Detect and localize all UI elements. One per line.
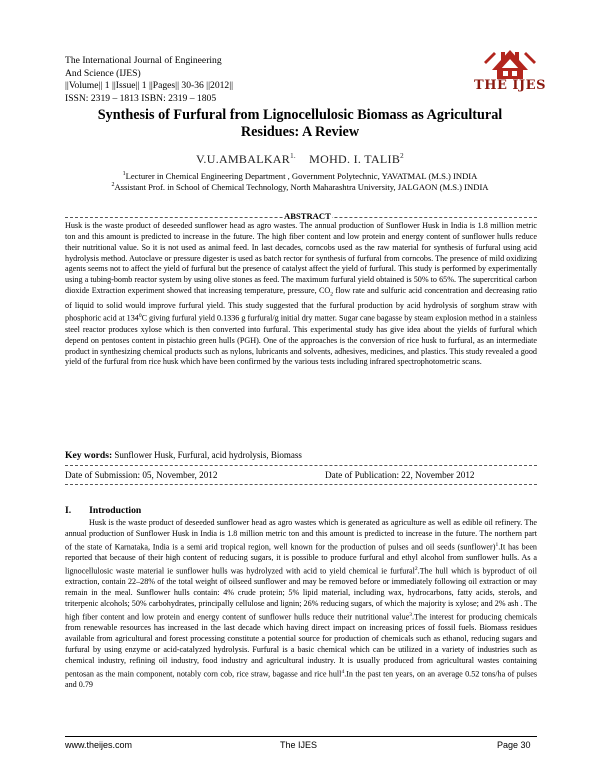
journal-name-line2: And Science (IJES)	[65, 67, 141, 79]
keywords-line	[65, 450, 537, 461]
co2-subscript: 2	[330, 291, 334, 298]
author-2-sup: 2	[400, 152, 404, 160]
title-line1: Synthesis of Furfural from Lignocellulosic Biomass as Agricultural	[97, 107, 503, 123]
abstract-heading: ABSTRACT	[284, 211, 331, 221]
affil-2-text: Assistant Prof. in School of Chemical Technology, North Maharashtra University, JALGAON (M.S.) INDIA	[114, 181, 489, 192]
journal-name-line1: The International Journal of Engineering	[65, 55, 222, 66]
dates-divider-top	[65, 465, 537, 466]
section-number: I.	[65, 505, 72, 516]
section-title: Introduction	[89, 505, 142, 516]
citation-2: 2	[414, 565, 418, 572]
ijes-logo-icon	[470, 48, 550, 80]
keywords-label: Key words:	[65, 450, 113, 461]
title-line2: Residues: A Review	[240, 124, 360, 140]
intro-text-5: .In the past ten years, on an average 0.52 tons/ha of pulses and 0.79	[65, 669, 537, 690]
intro-text-2: .It has been reported that because of their high content of reducing sugars, it is possible to produce furfural and ethyl alcohol from sunflower hulls. As a lignocellulosic waste material ie sunflower hulls was hydrolyzed with acid to yield chemical ie furfural	[65, 542, 537, 576]
abstract-text-3: C giving furfural yield 0.1336 g furfural/g initial dry matter. Sugar cane bagasse by steam explosion method in a stainless steel reactor produces xylose which is then converted into furfural. This experimental study has give idea about the yields of furfural which depend on pentoses content in pistachio green hulls (PGH). One of the approaches is the conversion of rice husk to furfural, as an intermediate product in synthesizing chemical products such as nylons, lubricants and solvents, adhesives, medicines, and plastics. This study revealed a good yield of the furfural from rice husk which have been confirmed by the various tests including infrared spectrophotometric scans.	[65, 314, 537, 367]
abstract-text-1: Husk is the waste product of deseeded sunflower head as agro wastes. The annual production of Sunflower Husk in India is 1.8 million metric ton and this amount is predicted to increase in the future. The high fiber content and low protein and energy content of sunflower hulls reduce their nutritional value. So it is not used as animal feed. In last decades, corncobs used as the raw material for synthesis of furfural using acid hydrolysis method. Autoclave or pressure digester is used as batch rector for synthesis of furfural from corncobs. The presence of mild oxidizing agents seems not to affect the yield of furfural but the presence of catalyst affect the yield of furfural. This study is performed by experimentally using a tubing-bomb reactor system by using olive stones as feed. The maximum furfural yield obtained is 50% to 65%. The supercritical carbon dioxide Extraction experiment showed that increasing temperature, pressure, CO	[65, 221, 537, 296]
submission-date: Date of Submission: 05, November, 2012	[65, 470, 218, 480]
keywords-text: Sunflower Husk, Furfural, acid hydrolysis, Biomass	[114, 450, 302, 460]
citation-1: 1	[495, 541, 499, 548]
affil-2-sup: 2	[111, 182, 115, 188]
abstract-text-2: flow rate and sulfuric acid concentration and decreasing ratio of liquid to solid would improve furfural yield. This study suggested that the furfural production by acid hydrolysis of sorghum straw with phosphoric acid at 134	[65, 286, 537, 324]
affil-1-sup: 1	[122, 171, 126, 177]
degree-superscript: 0	[138, 313, 142, 320]
author-line	[60, 152, 540, 167]
footer-rule	[65, 736, 537, 737]
author-1-sup: 1.	[290, 152, 296, 160]
abstract-body	[65, 221, 537, 368]
author-2: MOHD. I. TALIB	[309, 152, 401, 166]
dates-divider-bottom	[65, 484, 537, 485]
footer-page-number: Page 30	[497, 740, 531, 750]
affiliation-2	[60, 180, 540, 193]
journal-logo	[470, 48, 550, 100]
section-heading	[65, 505, 159, 516]
introduction-body	[65, 518, 537, 691]
paper-title	[60, 107, 540, 141]
footer-journal: The IJES	[280, 740, 318, 750]
footer-website[interactable]: www.theijes.com	[65, 740, 133, 750]
citation-3: 3	[409, 611, 413, 618]
intro-text-1: Husk is the waste product of deseeded sunflower head as agro wastes which is generated as agriculture as well as edible oil refinery. The annual production of Sunflower Husk in India is 1.8 million metric ton and this amount is predicted to increase in the future. The northern part of the state of Karnataka, India is a semi arid tropical region, well known for the production of pulses and oil seeds (sunflower)	[65, 518, 537, 552]
intro-text-3: .The hull which is byproduct of oil extraction, contain 22–28% of the total weight of oilseed sunflower and may be removed before or immediately following oil extraction or may remain in the meal. Sunflower hulls contain: 4% crude protein; 5% lipid material, including wax, hydrocarbons, fatty acids, sterols, and triterpenic alcohols; 50% carbohydrates, principally cellulose and lignin; 26% reducing sugars, of which the majority is xylose; and 2% ash . The high fiber content and low protein and energy content of sunflower hulls reduce their nutritional value	[65, 566, 537, 622]
affil-1-text: Lecturer in Chemical Engineering Department , Government Polytechnic, YAVATMAL (M.S.) INDIA	[125, 170, 478, 181]
logo-wordmark: THE IJES	[474, 78, 546, 93]
publication-date: Date of Publication: 22, November 2012	[325, 470, 475, 480]
volume-line: ||Volume|| 1 ||Issue|| 1 ||Pages|| 30-36 ||2012||	[65, 80, 234, 91]
author-1: V.U.AMBALKAR	[196, 152, 291, 166]
issn-line: ISSN: 2319 – 1813 ISBN: 2319 – 1805	[65, 92, 217, 104]
citation-4: 4	[341, 668, 345, 675]
intro-text-4: .The interest for producing chemicals from renewable resources has increased in the last decade which having direct impact on increasing prices of fossil fuels. Biomass residues available from agricultural and forest processing constitute a potential source for production of chemicals such as ethanol, reducing sugars and furfural by using enzyme or acid-catalyzed hydrolysis. Furfural is a basic chemical which can be utilized in a variety of industries such as chemical industry, refining oil industry, food industry and agricultural industry. It is usually produced from agricultural wastes containing pentosan as the main component, notably corn cob, rice straw, bagasse and rice hull	[65, 612, 537, 679]
journal-header	[65, 55, 425, 105]
